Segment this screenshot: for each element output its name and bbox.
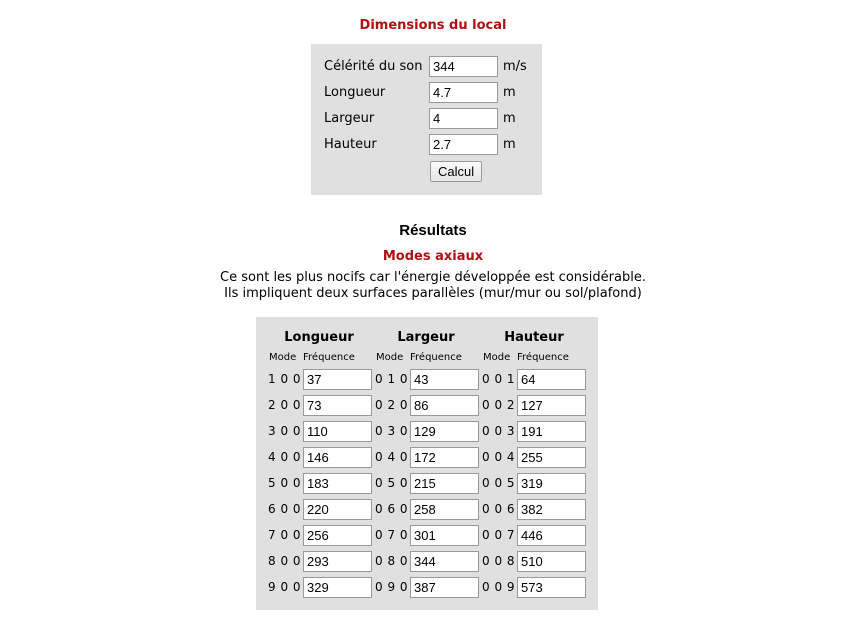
frequency-input[interactable] [517, 421, 586, 442]
frequency-input[interactable] [303, 473, 372, 494]
frequency-input[interactable] [517, 551, 586, 572]
modes-panel [256, 317, 598, 610]
mode-index: 0 7 0 [375, 528, 409, 542]
mode-index: 0 8 0 [375, 554, 409, 568]
mode-index: 0 0 9 [482, 580, 516, 594]
frequency-input[interactable] [410, 395, 479, 416]
frequency-input[interactable] [517, 447, 586, 468]
mode-index: 0 9 0 [375, 580, 409, 594]
frequency-input[interactable] [517, 395, 586, 416]
mode-index: 0 0 7 [482, 528, 516, 542]
length-input[interactable] [429, 82, 498, 103]
mode-index: 1 0 0 [268, 372, 302, 386]
height-input[interactable] [429, 134, 498, 155]
length-label: Longueur [324, 85, 386, 100]
mode-index: 0 0 1 [482, 372, 516, 386]
mode-index: 5 0 0 [268, 476, 302, 490]
frequency-input[interactable] [303, 447, 372, 468]
frequency-input[interactable] [410, 473, 479, 494]
mode-index: 0 0 8 [482, 554, 516, 568]
mode-index: 0 6 0 [375, 502, 409, 516]
mode-index: 0 0 5 [482, 476, 516, 490]
frequency-input[interactable] [410, 499, 479, 520]
dimensions-title: Dimensions du local [359, 18, 507, 33]
length-unit: m [503, 85, 516, 100]
mode-index: 0 1 0 [375, 372, 409, 386]
column-header-2: Hauteur [504, 330, 564, 345]
calcul-button[interactable]: Calcul [430, 161, 482, 182]
mode-index: 6 0 0 [268, 502, 302, 516]
frequency-input[interactable] [410, 369, 479, 390]
frequency-input[interactable] [517, 499, 586, 520]
mode-index: 4 0 0 [268, 450, 302, 464]
height-label: Hauteur [324, 137, 377, 152]
column-header-0: Longueur [284, 330, 354, 345]
description-line-2: Ils impliquent deux surfaces parallèles (mur/mur ou sol/plafond) [224, 286, 642, 301]
mode-index: 3 0 0 [268, 424, 302, 438]
mode-subheader: Mode [483, 352, 511, 363]
mode-index: 2 0 0 [268, 398, 302, 412]
frequency-input[interactable] [303, 499, 372, 520]
frequency-input[interactable] [303, 395, 372, 416]
speed-of-sound-input[interactable] [429, 56, 498, 77]
speed-of-sound-label: Célérité du son [324, 59, 423, 74]
frequency-input[interactable] [517, 525, 586, 546]
mode-index: 0 0 4 [482, 450, 516, 464]
frequency-input[interactable] [517, 369, 586, 390]
mode-index: 0 0 6 [482, 502, 516, 516]
frequency-input[interactable] [410, 577, 479, 598]
mode-index: 9 0 0 [268, 580, 302, 594]
frequency-input[interactable] [517, 577, 586, 598]
width-input[interactable] [429, 108, 498, 129]
mode-index: 0 3 0 [375, 424, 409, 438]
frequency-input[interactable] [303, 369, 372, 390]
frequency-input[interactable] [303, 421, 372, 442]
frequency-input[interactable] [303, 577, 372, 598]
frequency-input[interactable] [410, 551, 479, 572]
description-line-1: Ce sont les plus nocifs car l'énergie développée est considérable. [220, 270, 646, 285]
frequency-input[interactable] [410, 421, 479, 442]
column-header-1: Largeur [397, 330, 455, 345]
mode-index: 0 0 2 [482, 398, 516, 412]
dimensions-panel [311, 44, 542, 195]
height-unit: m [503, 137, 516, 152]
speed-of-sound-unit: m/s [503, 59, 527, 74]
frequency-subheader: Fréquence [410, 352, 462, 363]
mode-index: 8 0 0 [268, 554, 302, 568]
width-unit: m [503, 111, 516, 126]
frequency-input[interactable] [410, 447, 479, 468]
mode-index: 0 0 3 [482, 424, 516, 438]
mode-index: 7 0 0 [268, 528, 302, 542]
frequency-input[interactable] [410, 525, 479, 546]
frequency-input[interactable] [517, 473, 586, 494]
mode-index: 0 2 0 [375, 398, 409, 412]
results-title: Résultats [399, 222, 467, 239]
mode-index: 0 4 0 [375, 450, 409, 464]
frequency-input[interactable] [303, 525, 372, 546]
axial-modes-title: Modes axiaux [382, 249, 484, 264]
frequency-input[interactable] [303, 551, 372, 572]
mode-subheader: Mode [269, 352, 297, 363]
frequency-subheader: Fréquence [517, 352, 569, 363]
mode-subheader: Mode [376, 352, 404, 363]
width-label: Largeur [324, 111, 375, 126]
mode-index: 0 5 0 [375, 476, 409, 490]
frequency-subheader: Fréquence [303, 352, 355, 363]
